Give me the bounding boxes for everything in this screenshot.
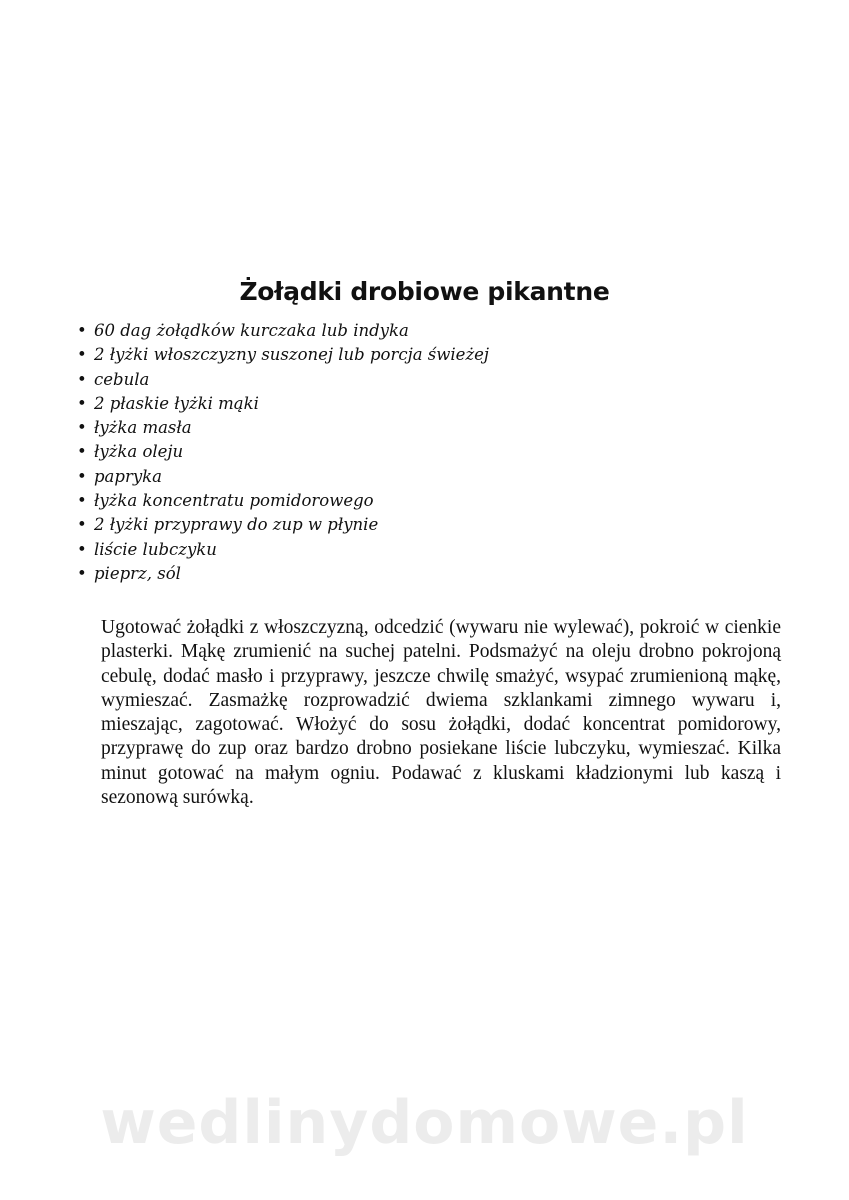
bullet-icon: • bbox=[77, 563, 87, 583]
list-item bbox=[77, 319, 777, 343]
bullet-icon: • bbox=[77, 466, 87, 486]
bullet-icon: • bbox=[77, 539, 87, 559]
bullet-icon: • bbox=[77, 515, 87, 535]
list-item bbox=[77, 489, 777, 513]
list-item bbox=[77, 440, 777, 464]
ingredients-list bbox=[77, 319, 777, 586]
ingredient-text: łyżka koncentratu pomidorowego bbox=[94, 491, 374, 511]
ingredient-text: liście lubczyku bbox=[94, 539, 217, 559]
ingredient-text: 60 dag żołądków kurczaka lub indyka bbox=[94, 321, 409, 340]
list-item bbox=[77, 562, 777, 586]
list-item bbox=[77, 343, 777, 367]
ingredient-text: 2 łyżki przyprawy do zup w płynie bbox=[94, 515, 379, 535]
list-item bbox=[77, 538, 777, 562]
page-title: Żołądki drobiowe pikantne bbox=[239, 277, 610, 306]
list-item bbox=[77, 368, 777, 392]
list-item bbox=[77, 392, 777, 416]
bullet-icon: • bbox=[77, 418, 87, 438]
bullet-icon: • bbox=[77, 369, 87, 389]
watermark: wedlinydomowe.pl bbox=[100, 1088, 749, 1158]
ingredient-text: łyżka oleju bbox=[94, 442, 184, 462]
ingredient-text: pieprz, sól bbox=[94, 563, 181, 583]
ingredient-text: 2 płaskie łyżki mąki bbox=[94, 393, 259, 413]
list-item bbox=[77, 465, 777, 489]
bullet-icon: • bbox=[77, 321, 87, 340]
ingredient-text: łyżka masła bbox=[94, 418, 192, 438]
ingredient-text: papryka bbox=[94, 466, 163, 486]
list-item bbox=[77, 513, 777, 537]
ingredient-text: cebula bbox=[94, 369, 150, 389]
list-item bbox=[77, 416, 777, 440]
bullet-icon: • bbox=[77, 442, 87, 462]
bullet-icon: • bbox=[77, 393, 87, 413]
bullet-icon: • bbox=[77, 491, 87, 511]
ingredient-text: 2 łyżki włoszczyzny suszonej lub porcja świeżej bbox=[94, 345, 490, 365]
bullet-icon: • bbox=[77, 345, 87, 365]
instructions-paragraph: Ugotować żołądki z włoszczyzną, odcedzić (wywaru nie wylewać), pokroić w cienkie plasterki. Mąkę zrumienić na suchej patelni. Podsmażyć na oleju drobno pokrojoną cebulę, dodać masło i przyprawy, jeszcze chwilę smażyć, wsypać zrumienioną mąkę, wymieszać. Zasmażkę rozprowadzić dwiema szklankami zimnego wywaru i, mieszając, zagotować. Włożyć do sosu żołądki, dodać koncentrat pomidorowy, przyprawę do zup oraz bardzo drobno posiekane liście lubczyku, wymieszać. Kilka minut gotować na małym ogniu. Podawać z kluskami kładzionymi lub kaszą i sezonową surówką. bbox=[101, 617, 781, 809]
